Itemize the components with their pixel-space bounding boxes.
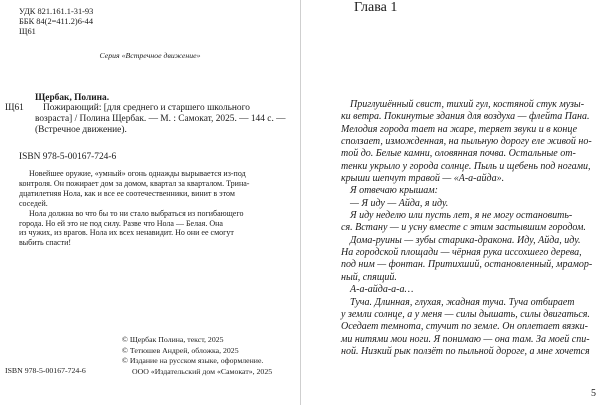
bbk-code: ББК 84(2=411.2)6-44 — [19, 17, 94, 26]
text-line: у земли солнце, а у меня — силы дышать, силы двигаться. — [341, 308, 590, 320]
right-page — [301, 0, 600, 405]
text-line: — Я иду — Айда, я иду. — [350, 197, 449, 209]
bib-line: (Встречное движение). — [35, 125, 127, 135]
text-line: Мелодия города тает на жаре, теряет звуки и в конце — [341, 123, 578, 135]
text-line: Туча. Длинная, глухая, жадная туча. Туча отбирает — [350, 296, 575, 308]
text-line: той до. Белые камни, оловянная почва. Остальные от- — [341, 148, 576, 160]
copyright-line: ООО «Издательский дом «Самокат», 2025 — [132, 366, 273, 376]
text-line: Я отвечаю крышам: — [350, 185, 438, 197]
isbn-bottom: ISBN 978-5-00167-724-6 — [5, 366, 86, 375]
annotation-line: Нола должна во что бы то ни стало выбраться из погибающего — [29, 208, 244, 218]
copyright-line: © Щербак Полина, текст, 2025 — [122, 335, 224, 344]
series-name: Серия «Встречное движение» — [99, 51, 201, 60]
page-number: 5 — [591, 388, 596, 399]
text-line: ки ветра. Покинутые здания для воздуха — флейта Пана. — [341, 111, 590, 123]
book-shifr: Щ61 — [5, 103, 24, 113]
text-line: крыши шепчут травой — «А-а-айда». — [341, 173, 505, 185]
udk-code: УДК 821.161.1-31-93 — [19, 7, 94, 16]
annotation-line: соседей. — [19, 198, 48, 208]
chapter-text — [341, 99, 599, 358]
bib-line: Пожирающий: [для среднего и старшего школьного — [43, 103, 250, 113]
text-line: Я иду неделю или пусть лет, я не могу остановить- — [350, 210, 573, 222]
text-line: А-а-айда-а-а… — [350, 284, 414, 296]
text-line: сползает, изможденная, на пыльную дорогу еле живой но- — [341, 136, 592, 148]
bib-line: возраста] / Полина Щербак. — М. : Самокат, 2025. — 144 с. — — [35, 114, 286, 124]
copyright-line: © Тетюшев Андрей, обложка, 2025 — [122, 345, 239, 355]
copyright-line: © Издание на русском языке, оформление. — [122, 356, 264, 366]
text-line: тенки укрыло у города солнце. Пыль и щебень под ногами, — [341, 160, 591, 172]
text-line: ной. Низкий рык ползёт по пыльной дороге, а мне хочется — [341, 345, 590, 357]
bibliographic-record — [35, 103, 286, 136]
annotation-line: города. Но ей это не под силу. Разве что Нола — Белая. Она — [19, 218, 223, 228]
annotation-line: контроля. Он пожирает дом за домом, квартал за кварталом. Трина- — [19, 178, 250, 188]
author-heading: Щербак, Полина. — [35, 93, 110, 103]
annotation-line: выбить спасти! — [19, 238, 72, 248]
text-line: Оседает темнота, стучит по земле. Он оплетает вязки- — [341, 321, 589, 333]
isbn: ISBN 978-5-00167-724-6 — [19, 152, 117, 162]
text-line: Дома-руины — зубы старика-дракона. Иду, Айда, иду. — [350, 234, 581, 246]
text-line: ный, спящий. — [341, 271, 397, 283]
author-sign: Щ61 — [19, 27, 36, 36]
annotation — [19, 169, 249, 248]
annotation-line: дцатилетняя Нола, как и все ее соотечественники, винит в этом — [19, 188, 235, 198]
classification-codes — [19, 7, 93, 37]
text-line: ми нитями мои ноги. Я понимаю — она там. За моей спи- — [341, 333, 590, 345]
annotation-line: из чужих, из врагов. Нола их всех ненавидит. Но они ее смогут — [19, 228, 234, 238]
text-line: Приглушённый свист, тихий гул, костяной стук музы- — [350, 99, 585, 110]
chapter-title: Глава 1 — [354, 0, 398, 15]
text-line: под ним — фонтан. Притихший, остановленный, мрамор- — [341, 259, 593, 271]
copyright-block — [122, 335, 272, 377]
text-line: ся. Встану — и усну вместе с этим застывшим городом. — [341, 222, 586, 234]
text-line: На городской площади — чёрная рука иссохшего дерева, — [341, 247, 582, 259]
annotation-line: Новейшее оружие, «умный» огонь однажды вырывается из-под — [29, 169, 246, 178]
